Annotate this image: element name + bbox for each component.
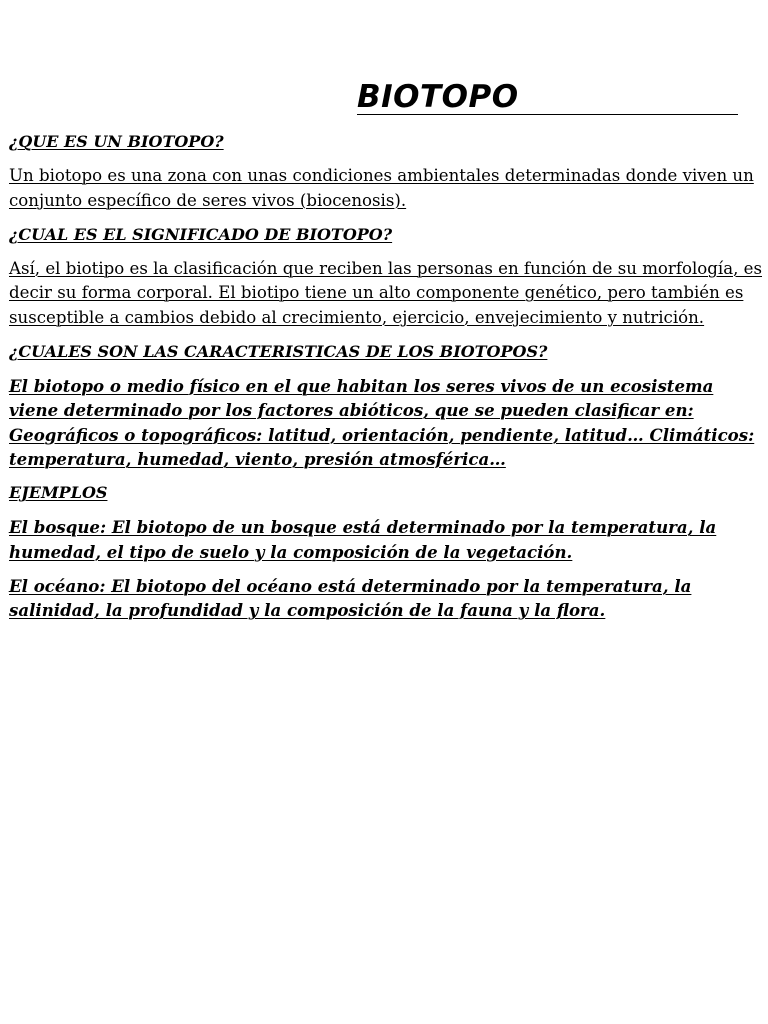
document-content <box>9 130 763 632</box>
question-heading: ¿CUALES SON LAS CARACTERISTICAS DE LOS BIOTOPOS? <box>9 341 548 361</box>
answer-paragraph: Así, el biotipo es la clasificación que reciben las personas en función de su morfología, es decir su forma corporal. El biotipo tiene un alto componente genético, pero también es susceptible a cambios debido al crecimiento, ejercicio, envejecimiento y nutrición. <box>9 258 762 327</box>
question-heading: ¿QUE ES UN BIOTOPO? <box>9 132 224 151</box>
examples-heading: EJEMPLOS <box>9 483 108 502</box>
answer-paragraph: Un biotopo es una zona con unas condiciones ambientales determinadas donde viven un conjunto específico de seres vivos (biocenosis). <box>9 166 754 210</box>
example-forest-paragraph: El bosque: El biotopo de un bosque está determinado por la temperatura, la humedad, el tipo de suelo y la composición de la vegetación. <box>9 517 717 562</box>
example-ocean-paragraph: El océano: El biotopo del océano está determinado por la temperatura, la salinidad, la profundidad y la composición de la fauna y la flora. <box>9 575 692 620</box>
question-heading: ¿CUAL ES EL SIGNIFICADO DE BIOTOPO? <box>9 224 393 244</box>
characteristics-paragraph: El biotopo o medio físico en el que habitan los seres vivos de un ecosistema viene determinado por los factores abióticos, que se pueden clasificar en: Geográficos o topográficos: latitud, orientación, pendiente, latitud… Climáticos: temperatura, humedad, viento, presión atmosférica… <box>9 375 755 469</box>
document-title: BIOTOPO <box>357 80 738 115</box>
